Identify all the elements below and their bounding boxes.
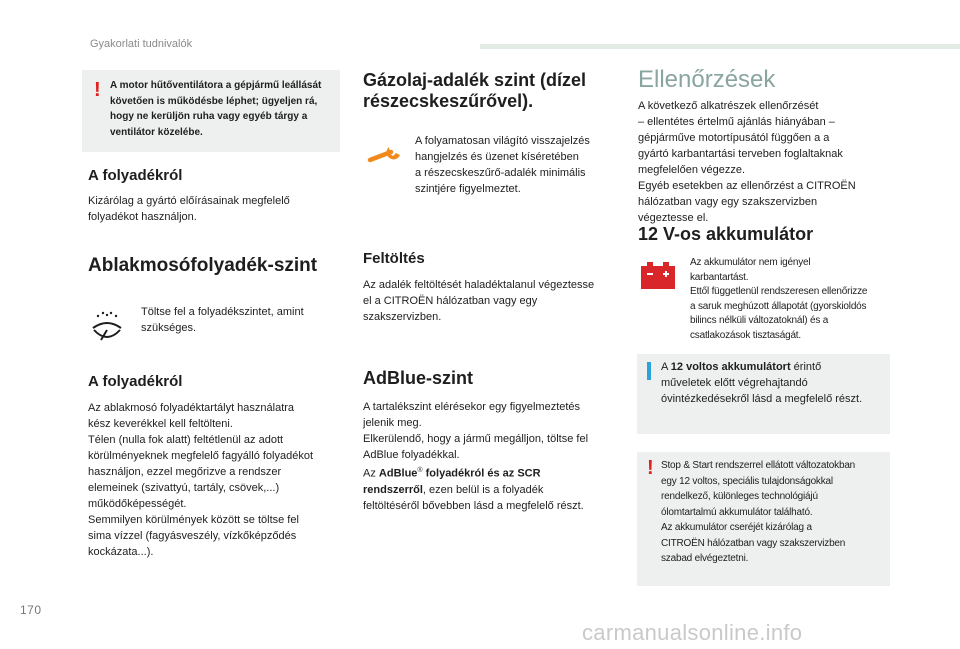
refill-text: Az adalék feltöltését haladéktalanul végeztesse el a CITROËN hálózatban vagy egy szakszervizben. <box>363 279 595 323</box>
checks-text: A következő alkatrészek ellenőrzését – ellentétes értelmű ajánlás hiányában – gépjárműve motortípusától függően a a gyártó karbantartási terveben foglaltaknak megfelelően végezze. Egyéb esetekben az ellenőrzést a CITROËN hálózatban vagy egy szakszervizben végeztesse el. <box>638 100 856 224</box>
fluid-heading-2: A folyadékról <box>88 373 183 390</box>
battery-icon-text: Az akkumulátor nem igényel karbantartást. Ettől függetlenül rendszeresen ellenőrizze a saruk meghúzott állapotát (gyorskioldós bilincs nélküli változatoknál) és a csatlakozások tisztaságát. <box>690 257 868 341</box>
washer-icon-text: Töltse fel a folyadékszintet, amint szükséges. <box>141 306 304 334</box>
page-number: 170 <box>20 603 42 617</box>
fluid-heading-1: A folyadékról <box>88 167 183 184</box>
section-header: Gyakorlati tudnivalók <box>90 38 193 50</box>
wrench-icon <box>367 140 403 166</box>
fan-warning-text: A motor hűtőventilátora a gépjármű leállását követően is működésbe léphet; ügyeljen rá, hogy ne kerüljön ruha vagy egyéb tárgy a ventilátor közelébe. <box>110 80 322 138</box>
info-icon <box>647 362 651 380</box>
warning-icon: ! <box>94 79 101 101</box>
warning-icon: ! <box>647 457 654 479</box>
stop-start-warning-box <box>637 452 890 586</box>
diesel-icon-text: A folyamatosan világító visszajelzés hangjelzés és üzenet kíséretében a részecskeszűrő-adalék minimális szintjére figyelmeztet. <box>415 135 590 195</box>
adblue-text: A tartalékszint elérésekor egy figyelmeztetés jelenik meg. Elkerülendő, hogy a jármű megálljon, töltse fel AdBlue folyadékkal. Az AdBlue® folyadékról és az SCR rendszerről, ezen belül is a folyadék feltöltéséről bővebben lásd a megfelelő részt. <box>363 401 589 512</box>
fluid-text-2: Az ablakmosó folyadéktartályt használatra kész keverékkel kell feltölteni. Télen (nulla fok alatt) feltétlenül az adott körülményeknek megfelelő fagyálló folyadékot használjon, ezzel megőrizve a rendszer elemeinek (szivattyú, tartály, csövek,...) működőképességét. Semmilyen körülmények között se töltse fel sima vízzel (fagyásveszély, vízkőképződés kockázata...). <box>88 402 314 558</box>
battery-heading: 12 V-os akkumulátor <box>638 224 814 244</box>
washer-heading: Ablakmosófolyadék-szint <box>88 255 318 276</box>
refill-heading: Feltöltés <box>363 250 425 267</box>
battery-info-box <box>637 354 890 434</box>
header-bar <box>480 44 960 49</box>
fluid-text-1: Kizárólag a gyártó előírásainak megfelelő folyadékot használjon. <box>88 195 290 223</box>
diesel-heading: Gázolaj-adalék szint (dízel részecskeszűrővel). <box>363 70 587 111</box>
adblue-heading: AdBlue-szint <box>363 368 473 388</box>
stop-start-warning-text: Stop & Start rendszerrel ellátott változatokban egy 12 voltos, speciális tulajdonságokkal rendelkező, különleges technológiájú ólomtartalmú akkumulátor található. Az akkumulátor cseréjét kizárólag a CITROËN hálózatban vagy szakszervizben szabad elvégeztetni. <box>661 460 856 564</box>
fan-warning-box <box>82 70 340 152</box>
checks-heading: Ellenőrzések <box>638 66 776 93</box>
washer-fluid-icon <box>90 310 124 344</box>
watermark: carmanualsonline.info <box>582 620 803 645</box>
battery-info-text: A 12 voltos akkumulátort érintő műveletek előtt végrehajtandó óvintézkedésekről lásd a megfelelő részt. <box>661 361 863 405</box>
battery-icon <box>640 262 676 290</box>
